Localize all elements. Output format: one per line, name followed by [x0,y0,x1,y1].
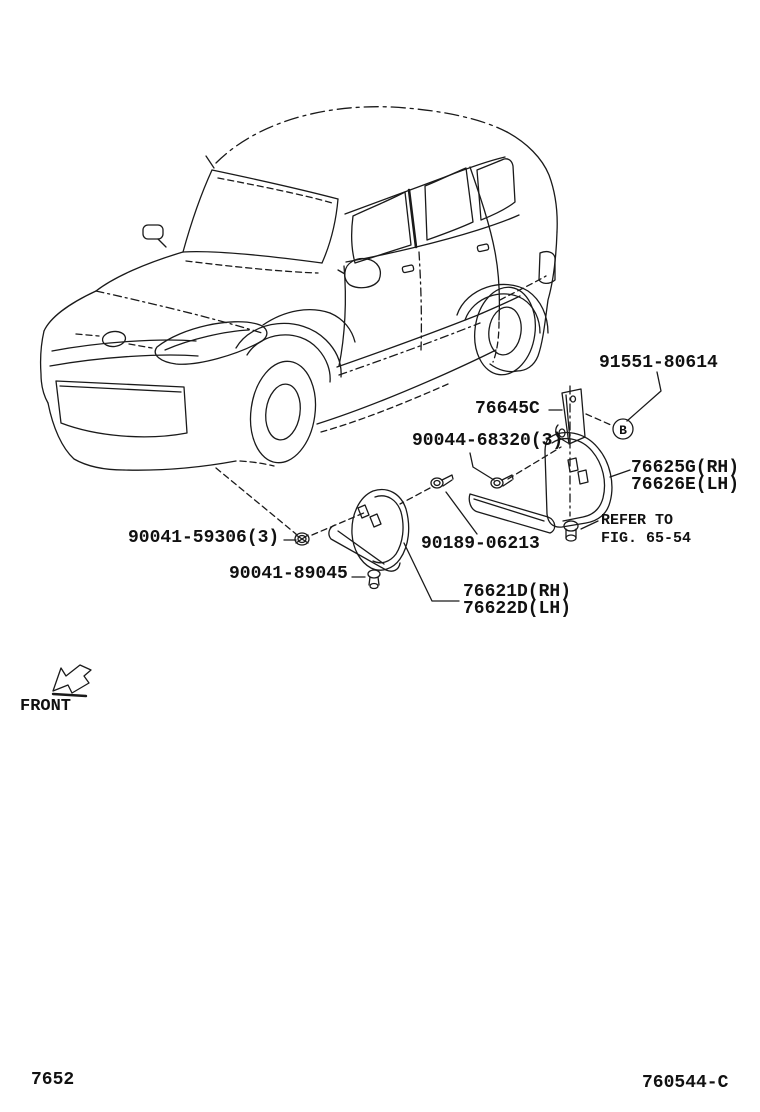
figure-number: 7652 [31,1070,75,1090]
part-label-76622d-lh: 76622D(LH) [463,599,572,619]
part-label-76625g-rh: 76625G(RH) [631,458,740,478]
refer-note-line2: FIG. 65-54 [601,530,692,547]
screw-drawing-90189 [431,475,453,488]
part-label-90041-59306: 90041-59306(3) [128,528,280,548]
screw-drawing-90044 [491,475,513,488]
front-arrow-icon [53,665,91,696]
front-direction-label: FRONT [20,697,72,716]
part-label-91551-80614: 91551-80614 [599,353,718,373]
part-label-76645c: 76645C [475,399,540,419]
part-label-90189-06213: 90189-06213 [421,534,540,554]
callout-b-letter: B [619,423,627,438]
part-label-90041-89045: 90041-89045 [229,564,348,584]
nut-drawing [295,533,309,545]
bolt-drawing [564,521,578,541]
callout-b-circle [613,419,633,439]
clip-drawing [368,570,380,589]
part-label-90044-68320: 90044-68320(3) [412,431,564,451]
sheet-code: 760544-C [642,1073,729,1093]
refer-note-line1: REFER TO [601,512,674,529]
part-label-76621d-rh: 76621D(RH) [463,582,572,602]
part-label-76626e-lh: 76626E(LH) [631,475,740,495]
